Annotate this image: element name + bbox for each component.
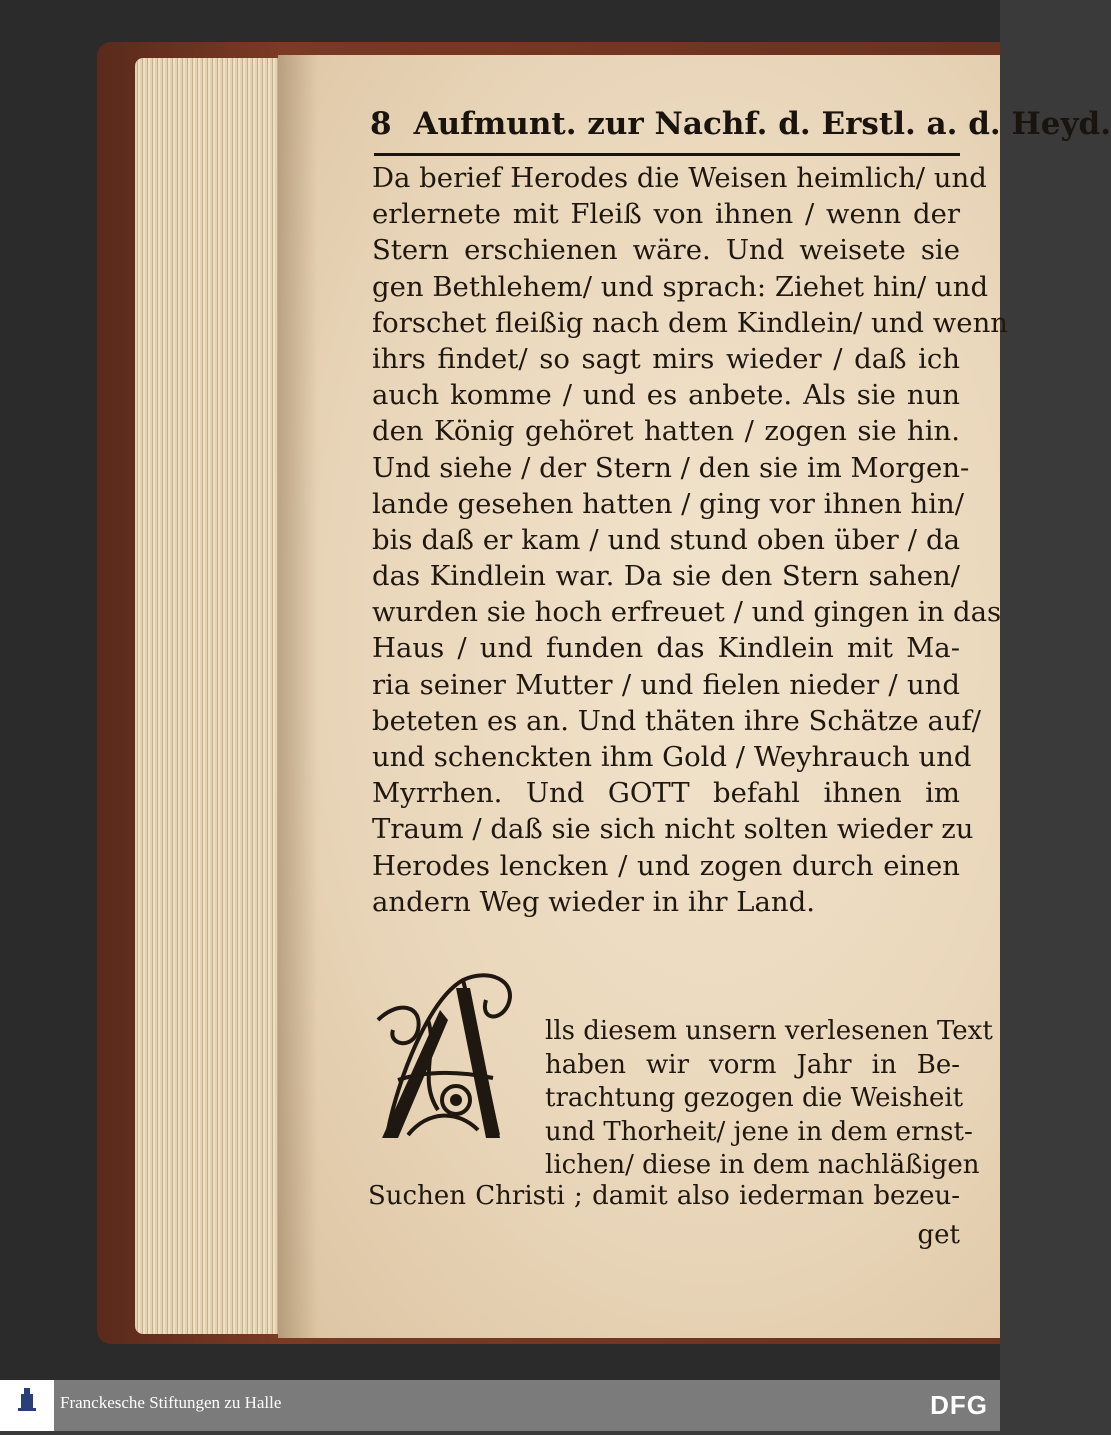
text-line: wurden sie hoch erfreuet / und gingen in das	[372, 596, 1002, 629]
running-title: Aufmunt. zur Nachf. d. Erstl. a. d. Heyd.	[413, 106, 1111, 142]
text-line: das Kindlein war. Da sie den Stern sahen/	[372, 560, 960, 593]
text-line: lls diesem unsern verlesenen Text	[545, 1016, 993, 1046]
institution-logo[interactable]	[0, 1380, 54, 1431]
text-line: lande gesehen hatten / ging vor ihnen hin/	[372, 487, 965, 520]
running-header	[370, 106, 1111, 154]
text-line: Herodes lencken / und zogen durch einen	[372, 849, 960, 882]
text-line: auch komme / und es anbete. Als sie nun	[372, 379, 960, 412]
scripture-passage	[372, 160, 1008, 920]
text-line: andern Weg wieder in ihr Land.	[372, 885, 815, 918]
text-line: Traum / daß sie sich nicht solten wieder zu	[372, 813, 974, 846]
text-line: haben wir vorm Jahr in Be-	[545, 1049, 960, 1080]
text-line: Myrrhen. Und GOTT befahl ihnen im	[372, 777, 960, 810]
text-line: Haus / und funden das Kindlein mit Ma-	[372, 632, 960, 665]
text-line: Suchen Christi ; damit also iederman bezeu-	[368, 1181, 960, 1211]
text-line: lichen/ diese in dem nachläßigen	[545, 1150, 980, 1180]
text-line: gen Bethlehem/ und sprach: Ziehet hin/ und	[372, 270, 989, 303]
institution-name[interactable]: Franckesche Stiftungen zu Halle	[60, 1393, 282, 1412]
header-rule	[374, 153, 960, 156]
text-line: den König gehöret hatten / zogen sie hin.	[372, 415, 960, 448]
text-line: ihrs findet/ so sagt mirs wieder / daß ich	[372, 342, 960, 375]
sermon-paragraph-indented	[545, 1015, 993, 1183]
footer-bar	[0, 1380, 1000, 1431]
sermon-paragraph-full	[368, 1180, 960, 1213]
decorated-initial	[368, 960, 534, 1150]
dfg-logo[interactable]: DFG	[930, 1390, 988, 1420]
text-line: bis daß er kam / und stund oben über / da	[372, 523, 960, 556]
page-gutter-shadow	[278, 55, 318, 1338]
text-line: und schenckten ihm Gold / Weyhrauch und	[372, 741, 972, 773]
text-line: trachtung gezogen die Weisheit	[545, 1083, 964, 1113]
text-line: forschet fleißig nach dem Kindlein/ und wenn	[372, 306, 1008, 339]
text-line: Da berief Herodes die Weisen heimlich/ und	[372, 162, 987, 194]
page-edges	[135, 58, 283, 1334]
text-line: Stern erschienen wäre. Und weisete sie	[372, 234, 960, 267]
text-line: und Thorheit/ jene in dem ernst-	[545, 1116, 973, 1147]
building-icon	[0, 1380, 54, 1431]
text-line: erlernete mit Fleiß von ihnen / wenn der	[372, 198, 960, 231]
text-line: Und siehe / der Stern / den sie im Morgen-	[372, 451, 970, 484]
text-line: ria seiner Mutter / und fielen nieder / und	[372, 668, 960, 701]
page-number: 8	[370, 106, 392, 142]
catchword: get	[917, 1220, 960, 1250]
text-line: beteten es an. Und thäten ihre Schätze auf/	[372, 704, 981, 737]
